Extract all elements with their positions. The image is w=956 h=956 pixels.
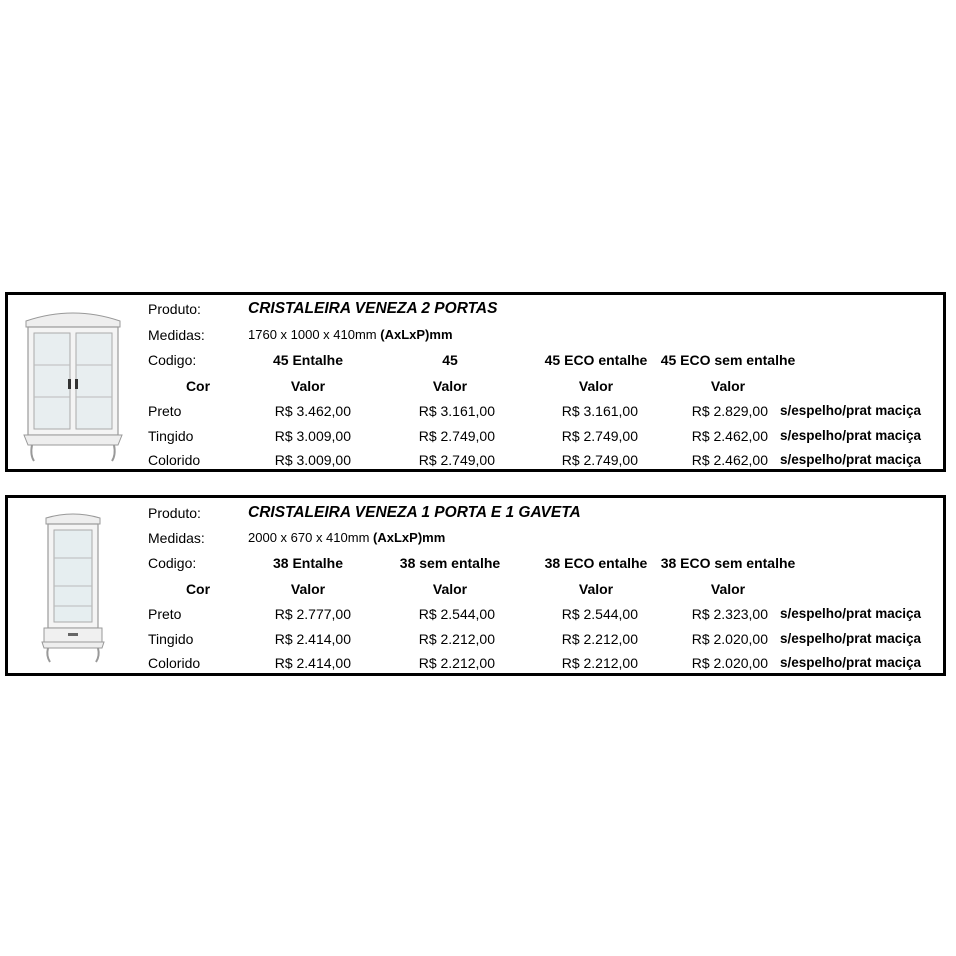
color-label: Tingido: [148, 631, 194, 647]
code-header: 45 ECO sem entalhe: [660, 352, 796, 368]
price-cell: R$ 2.323,00: [691, 606, 768, 622]
price-cell: R$ 2.777,00: [274, 606, 351, 622]
product-card-2-portas: [5, 292, 946, 472]
price-row: [8, 424, 943, 448]
price-cell: R$ 2.749,00: [418, 452, 495, 468]
cor-header: Cor: [185, 378, 211, 394]
valor-header: Valor: [578, 581, 614, 597]
product-title: CRISTALEIRA VENEZA 2 PORTAS: [248, 300, 498, 317]
code-header: 45 ECO entalhe: [544, 352, 648, 368]
code-header: 38 ECO entalhe: [544, 555, 648, 571]
price-cell: R$ 2.749,00: [418, 428, 495, 444]
valor-header: Valor: [710, 581, 746, 597]
valor-header: Valor: [432, 581, 468, 597]
measures-value: 2000 x 670 x 410mm (AxLxP)mm: [248, 530, 446, 545]
codigo-label: Codigo:: [148, 555, 197, 571]
price-cell: R$ 2.212,00: [418, 655, 495, 671]
valor-header: Valor: [578, 378, 614, 394]
price-row: [8, 399, 943, 423]
note-cell: s/espelho/prat maciça: [780, 631, 922, 646]
code-header: 45: [442, 352, 458, 368]
note-cell: s/espelho/prat maciça: [780, 403, 922, 418]
price-cell: R$ 3.009,00: [274, 428, 351, 444]
medidas-label: Medidas:: [148, 327, 205, 343]
price-cell: R$ 2.462,00: [691, 452, 768, 468]
produto-label: Produto:: [148, 505, 201, 521]
price-cell: R$ 3.161,00: [561, 403, 638, 419]
product-card-1-porta-1-gaveta: [5, 495, 946, 676]
price-cell: R$ 3.009,00: [274, 452, 351, 468]
produto-label: Produto:: [148, 301, 201, 317]
price-row: [8, 627, 943, 651]
price-cell: R$ 3.161,00: [418, 403, 495, 419]
price-row: [8, 651, 943, 675]
color-label: Tingido: [148, 428, 194, 444]
price-cell: R$ 2.212,00: [561, 655, 638, 671]
product-title: CRISTALEIRA VENEZA 1 PORTA E 1 GAVETA: [248, 504, 581, 521]
medidas-label: Medidas:: [148, 530, 205, 546]
price-cell: R$ 2.414,00: [274, 631, 351, 647]
measures-value: 1760 x 1000 x 410mm (AxLxP)mm: [248, 327, 453, 342]
note-cell: s/espelho/prat maciça: [780, 452, 922, 467]
price-cell: R$ 2.462,00: [691, 428, 768, 444]
code-header: 38 sem entalhe: [399, 555, 501, 571]
code-header: 38 ECO sem entalhe: [660, 555, 796, 571]
codigo-label: Codigo:: [148, 352, 197, 368]
valor-header: Valor: [290, 378, 326, 394]
note-cell: s/espelho/prat maciça: [780, 606, 922, 621]
price-cell: R$ 2.544,00: [561, 606, 638, 622]
cor-header: Cor: [185, 581, 211, 597]
valor-header: Valor: [710, 378, 746, 394]
note-cell: s/espelho/prat maciça: [780, 655, 922, 670]
price-cell: R$ 2.544,00: [418, 606, 495, 622]
price-cell: R$ 2.020,00: [691, 655, 768, 671]
price-cell: R$ 2.749,00: [561, 428, 638, 444]
price-cell: R$ 2.212,00: [561, 631, 638, 647]
color-label: Preto: [148, 403, 182, 419]
price-row: [8, 602, 943, 626]
price-cell: R$ 3.462,00: [274, 403, 351, 419]
code-header: 45 Entalhe: [272, 352, 344, 368]
price-cell: R$ 2.749,00: [561, 452, 638, 468]
color-label: Preto: [148, 606, 182, 622]
price-cell: R$ 2.212,00: [418, 631, 495, 647]
note-cell: s/espelho/prat maciça: [780, 428, 922, 443]
color-label: Colorido: [148, 655, 201, 671]
valor-header: Valor: [290, 581, 326, 597]
code-header: 38 Entalhe: [272, 555, 344, 571]
price-cell: R$ 2.829,00: [691, 403, 768, 419]
price-row: [8, 448, 943, 472]
price-cell: R$ 2.414,00: [274, 655, 351, 671]
price-cell: R$ 2.020,00: [691, 631, 768, 647]
valor-header: Valor: [432, 378, 468, 394]
color-label: Colorido: [148, 452, 201, 468]
